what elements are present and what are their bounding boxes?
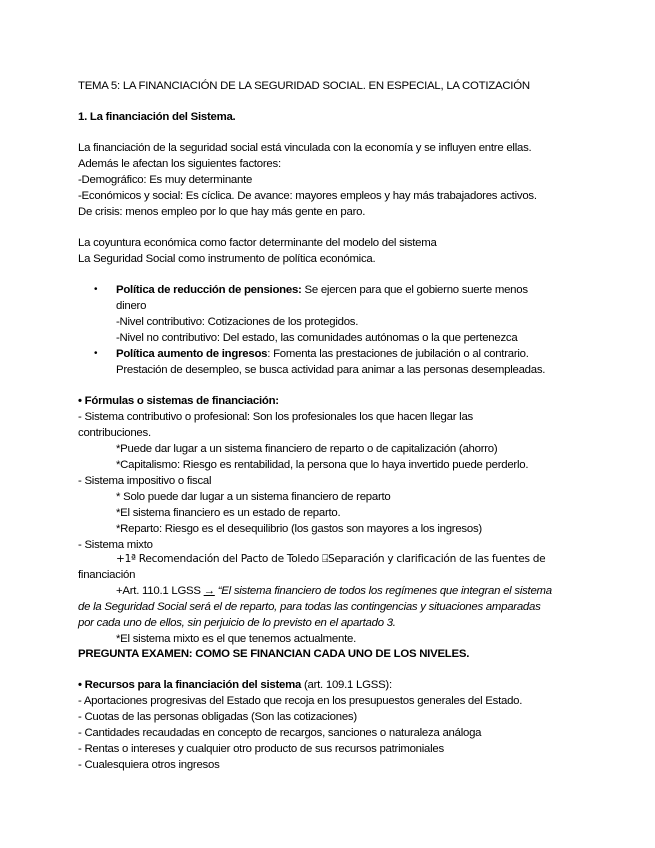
list-item-label: Política aumento de ingresos	[116, 348, 268, 360]
paragraph-line: - Sistema impositivo o fiscal	[78, 475, 212, 487]
arrow-icon: →	[203, 585, 215, 597]
section-heading-formulas: • Fórmulas o sistemas de financiación:	[78, 395, 279, 407]
paragraph-line: contribuciones.	[78, 427, 151, 439]
paragraph-line: - Sistema mixto	[78, 539, 153, 551]
list-item-policy-income	[116, 346, 529, 362]
sub-item: *Puede dar lugar a un sistema financiero de reparto o de capitalización (ahorro)	[116, 443, 498, 455]
list-item-text: Se ejercen para que el gobierno suerte menos	[301, 284, 528, 296]
quote-text: por cada uno de ellos, sin perjuicio de lo previsto en el apartado 3.	[78, 617, 396, 629]
exam-question: PREGUNTA EXAMEN: COMO SE FINANCIAN CADA UNO DE LOS NIVELES.	[78, 648, 470, 660]
sub-item: +1ª Recomendación del Pacto de Toledo ⍈Separación y clarificación de las fuentes de	[116, 553, 546, 565]
sub-item: *El sistema financiero es un estado de reparto.	[116, 507, 341, 519]
section-heading-financiacion: 1. La financiación del Sistema.	[78, 111, 236, 123]
paragraph-line: La Seguridad Social como instrumento de política económica.	[78, 253, 376, 265]
document-title: TEMA 5: LA FINANCIACIÓN DE LA SEGURIDAD SOCIAL. EN ESPECIAL, LA COTIZACIÓN	[78, 80, 530, 92]
sub-item: *Capitalismo: Riesgo es rentabilidad, la persona que lo haya invertido puede perderlo.	[116, 459, 529, 471]
sub-item: *Reparto: Riesgo es el desequilibrio (los gastos son mayores a los ingresos)	[116, 523, 482, 535]
list-item-policy-reduction	[116, 282, 528, 298]
paragraph-line: La financiación de la seguridad social está vinculada con la economía y se influyen entre ellas.	[78, 142, 532, 154]
list-item-label: Política de reducción de pensiones:	[116, 284, 302, 296]
quote-text: de la Seguridad Social será el de reparto, para todas las contingencias y situaciones amparadas	[78, 601, 541, 613]
sub-item: *El sistema mixto es el que tenemos actualmente.	[116, 633, 356, 645]
bullet-marker: •	[94, 284, 98, 295]
list-item: - Rentas o intereses y cualquier otro producto de sus recursos patrimoniales	[78, 743, 444, 755]
list-item: - Cuotas de las personas obligadas (Son las cotizaciones)	[78, 711, 357, 723]
list-item: - Cualesquiera otros ingresos	[78, 759, 220, 771]
bullet-marker: •	[94, 348, 98, 359]
sub-item: * Solo puede dar lugar a un sistema financiero de reparto	[116, 491, 391, 503]
paragraph-line: De crisis: menos empleo por lo que hay más gente en paro.	[78, 206, 366, 218]
list-item: - Cantidades recaudadas en concepto de recargos, sanciones o naturaleza análoga	[78, 727, 482, 739]
article-reference: +Art. 110.1 LGSS	[116, 585, 204, 597]
paragraph-line: -Demográfico: Es muy determinante	[78, 174, 253, 186]
paragraph-line: La coyuntura económica como factor determinante del modelo del sistema	[78, 237, 437, 249]
quote-text: “El sistema financiero de todos los regímenes que integran el sistema	[214, 585, 552, 597]
sub-item: -Nivel contributivo: Cotizaciones de los protegidos.	[116, 316, 359, 328]
article-quote-line	[116, 583, 552, 599]
list-item-continuation: Prestación de desempleo, se busca actividad para animar a las personas desempleadas.	[116, 364, 546, 376]
paragraph-line: financiación	[78, 569, 136, 581]
section-heading-recursos	[78, 677, 392, 693]
paragraph-line: Además le afectan los siguientes factores:	[78, 158, 281, 170]
heading-reference: (art. 109.1 LGSS):	[301, 679, 392, 691]
paragraph-line: - Sistema contributivo o profesional: Son los profesionales los que hacen llegar las	[78, 411, 473, 423]
heading-label: • Recursos para la financiación del sistema	[78, 679, 302, 691]
paragraph-line: -Económicos y social: Es cíclica. De avance: mayores empleos y hay más trabajadores activos.	[78, 190, 537, 202]
list-item-text: : Fomenta las prestaciones de jubilación o al contrario.	[267, 348, 529, 360]
list-item-continuation: dinero	[116, 300, 147, 312]
sub-item: -Nivel no contributivo: Del estado, las comunidades autónomas o la que pertenezca	[116, 332, 518, 344]
list-item: - Aportaciones progresivas del Estado que recoja en los presupuestos generales del Estado.	[78, 695, 523, 707]
